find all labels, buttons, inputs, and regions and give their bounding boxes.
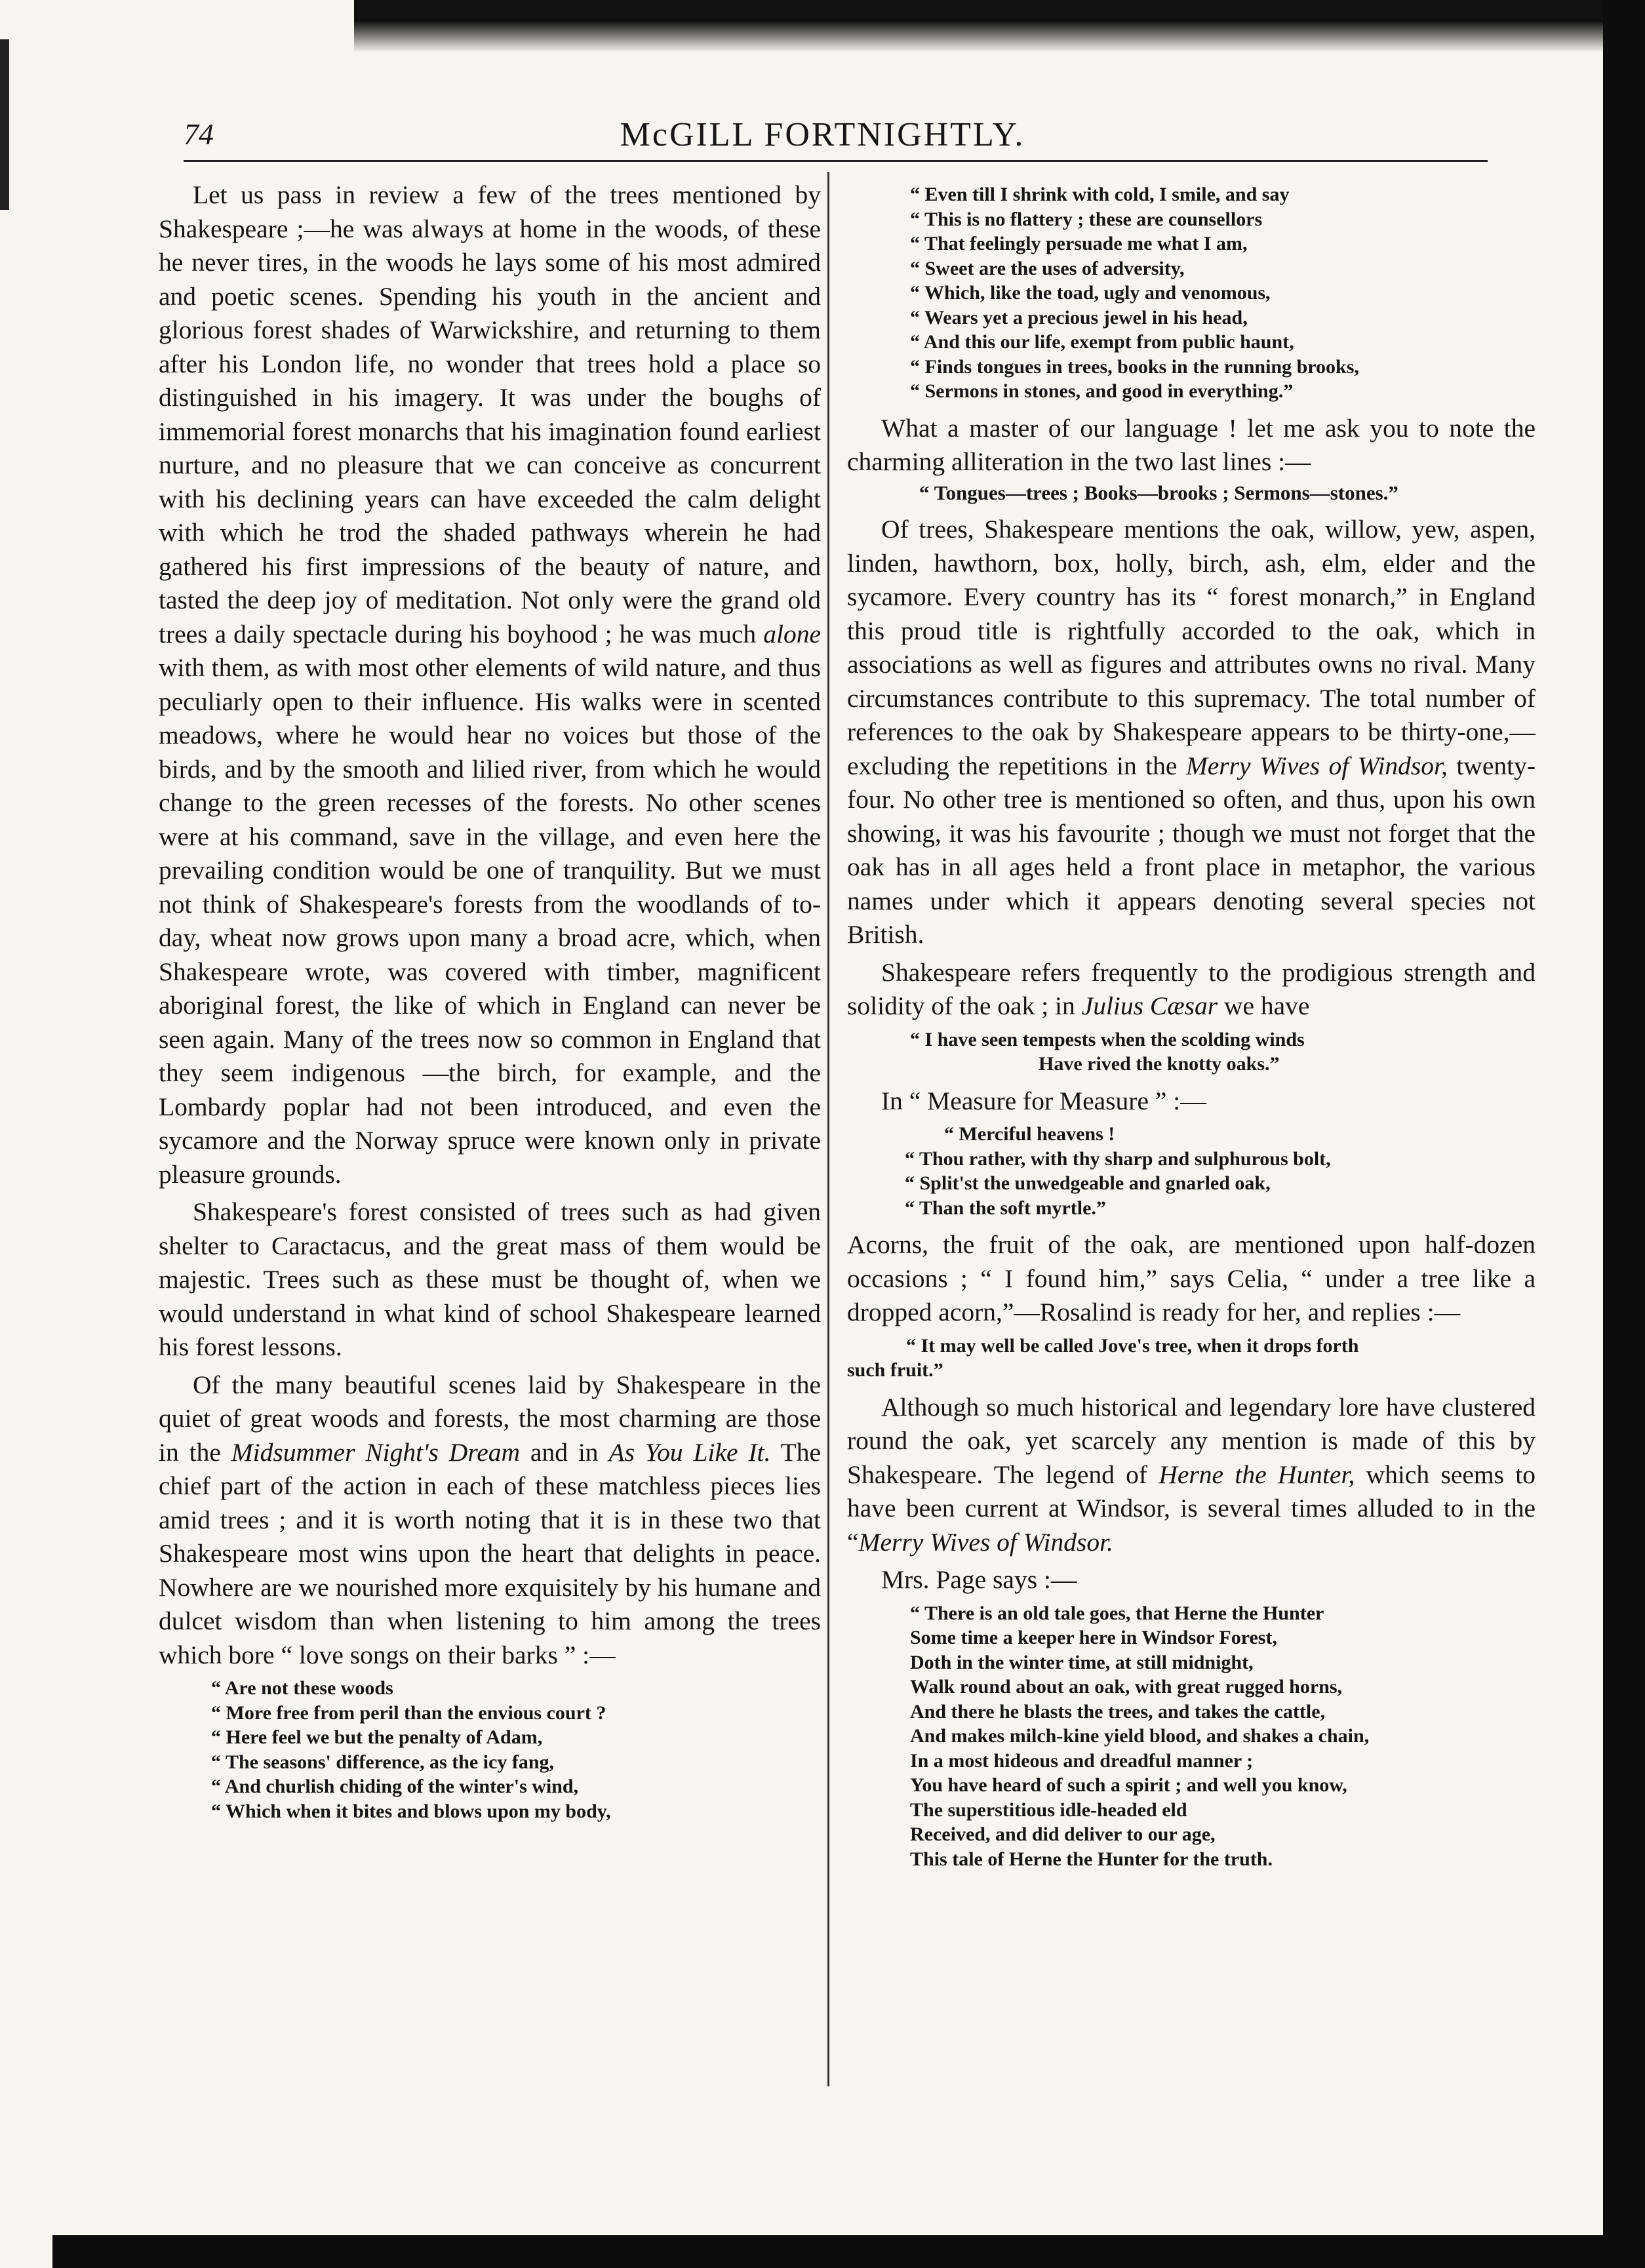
paragraph: Mrs. Page says :—	[881, 1565, 1077, 1594]
verse-line: “ That feelingly persuade me what I am,	[910, 233, 1248, 254]
verse-line: “ This is no flattery ; these are counsellors	[910, 208, 1263, 230]
verse-line: “ Tongues—trees ; Books—brooks ; Sermons—stones.”	[919, 481, 1398, 504]
verse-quote	[847, 1122, 1536, 1220]
page-number: 74	[184, 117, 214, 151]
verse-line: “ There is an old tale goes, that Herne the Hunter	[910, 1602, 1324, 1624]
verse-line: “ Merciful heavens !	[944, 1123, 1115, 1145]
left-column	[159, 178, 821, 1831]
verse-quote	[847, 1027, 1536, 1077]
verse-line: Walk round about an oak, with great rugged horns,	[910, 1676, 1343, 1698]
verse-line: This tale of Herne the Hunter for the truth.	[910, 1848, 1273, 1870]
verse-line: “ Finds tongues in trees, books in the running brooks,	[910, 355, 1359, 378]
verse-line: “ More free from peril than the envious court ?	[211, 1701, 606, 1724]
verse-line: And there he blasts the trees, and takes the cattle,	[910, 1700, 1326, 1722]
paragraph-text: with them, as with most other elements of wild nature, and thus peculiarly open to their influence. His walks were in scented meadows, where he would hear no voices but those of the birds, and by the smooth and lilied river, from which he would change to the green recesses of the forests. No other scenes were at his command, save in the village, and even here the prevailing condition would be one of tranquility. But we must not think of Shakespeare's forests from the woodlands of to-day, wheat now grows upon many a broad acre, which, when Shakespeare wrote, was covered with timber, magnificent aboriginal forest, the like of which in England can never be seen again. Many of the trees now so common in England that they seem indigenous —the birch, for example, and the Lombardy poplar had not been introduced, and even the sycamore and the Norway spruce were known only in private pleasure grounds.	[159, 653, 821, 1189]
verse-line: Received, and did deliver to our age,	[910, 1823, 1216, 1845]
scan-edge-right	[1603, 0, 1645, 2268]
paragraph-text: Although so much historical and legendary lore have clustered round the oak, yet scarcely any mention is made of this by Shakespeare. The legend of	[847, 1392, 1536, 1489]
verse-line: You have heard of such a spirit ; and well you know,	[910, 1774, 1347, 1796]
legend-name: Herne the Hunter,	[1159, 1460, 1355, 1489]
verse-line: Some time a keeper here in Windsor Forest,	[910, 1627, 1277, 1648]
paragraph-text: Shakespeare refers frequently to the prodigious strength and solidity of the oak ; in	[847, 957, 1536, 1020]
verse-line: In a most hideous and dreadful manner ;	[910, 1749, 1254, 1772]
play-title: Midsummer Night's Dream	[231, 1437, 521, 1467]
scan-edge-bottom	[52, 2235, 1603, 2268]
paragraph: Shakespeare's forest consisted of trees such as had given shelter to Caractacus, and the great mass of them would be majestic. Trees such as these must be thought of, when we would understand in what kind of school Shakespeare learned his forest lessons.	[159, 1197, 821, 1361]
verse-line: “ I have seen tempests when the scolding winds	[910, 1028, 1305, 1050]
play-title: Julius Cæsar	[1081, 991, 1218, 1020]
paragraph-text: and in	[530, 1437, 599, 1467]
verse-line: “ It may well be called Jove's tree, when it drops forth	[906, 1334, 1359, 1357]
header-rule	[184, 160, 1488, 162]
verse-line: such fruit.”	[847, 1359, 943, 1381]
verse-line: “ The seasons' difference, as the icy fang,	[211, 1751, 555, 1773]
verse-line: “ Than the soft myrtle.”	[905, 1197, 1106, 1219]
verse-line: “ Are not these woods	[211, 1677, 393, 1699]
verse-line: Doth in the winter time, at still midnight,	[910, 1651, 1254, 1673]
verse-line: And makes milch-kine yield blood, and shakes a chain,	[910, 1725, 1370, 1747]
paragraph-text: Let us pass in review a few of the trees mentioned by Shakespeare ;—he was always at home in the woods, of these he never tires, in the woods he lays some of his most admired and poetic scenes. Spending his youth in the ancient and glorious forest shades of Warwickshire, and returning to them after his London life, no wonder that trees hold a place so distinguished in his imagery. It was under the boughs of immemorial forest monarchs that his imagination found earliest nurture, and no pleasure that we can conceive as concurrent with his declining years can have exceeded the calm delight with which he trod the shaded pathways wherein he had gathered his first impressions of the beauty of nature, and tasted the deep joy of meditation. Not only were the grand old trees a daily spectacle during his boyhood ; he was much	[159, 180, 821, 648]
verse-line: Have rived the knotty oaks.”	[1039, 1053, 1280, 1075]
verse-quote	[847, 182, 1536, 404]
paragraph	[159, 178, 821, 1191]
verse-line: “ And churlish chiding of the winter's wind,	[211, 1776, 579, 1797]
journal-title: McGILL FORTNIGHTLY.	[620, 116, 1025, 153]
right-column	[847, 178, 1536, 1879]
paragraph	[159, 1368, 821, 1673]
paragraph: In “ Measure for Measure ” :—	[881, 1086, 1206, 1115]
verse-quote	[847, 1334, 1536, 1383]
verse-line: “ Sweet are the uses of adversity,	[910, 257, 1185, 279]
paragraph-text: twenty-four. No other tree is mentioned so often, and thus, upon his own showing, it was his favourite ; though we must not forget that the oak has in all ages held a front place in metaphor, the various names under which it appears denoting several species not British.	[847, 751, 1536, 949]
play-title: As You Like It.	[608, 1437, 771, 1467]
verse-quote	[847, 1601, 1536, 1872]
paragraph-text: which seems to have been current at Windsor, is several times alluded to in the “	[847, 1460, 1536, 1557]
paragraph: Acorns, the fruit of the oak, are mentioned upon half-dozen occasions ; “ I found him,” says Celia, “ under a tree like a dropped acorn,”—Rosalind is ready for her, and replies :—	[847, 1230, 1536, 1326]
paragraph-text: Of trees, Shakespeare mentions the oak, willow, yew, aspen, linden, hawthorn, box, holly, birch, ash, elm, elder and the sycamore. Every country has its “ forest monarch,” in England this proud title is rightfully accorded to the oak, which in associations as well as figures and attributes owns no rival. Many circumstances contribute to this supremacy. The total number of references to the oak by Shakespeare appears to be thirty-one,—excluding the repetitions in the	[847, 515, 1536, 780]
emphasis: alone	[763, 619, 821, 648]
paragraph-text: The chief part of the action in each of these matchless pieces lies amid trees ; and it is worth noting that it is in these two that Shakespeare most wins upon the heart that delights in peace. Nowhere are we nourished more exquisitely by his humane and dulcet wisdom than when listening to him among the trees which bore “ love songs on their barks ” :—	[159, 1437, 822, 1669]
verse-quote	[847, 481, 1536, 506]
column-divider	[827, 172, 829, 2086]
paragraph	[847, 956, 1536, 1024]
paragraph-text: Of the many beautiful scenes laid by Shakespeare in the quiet of great woods and forests, the most charming are those in the	[159, 1370, 821, 1467]
verse-line: “ And this our life, exempt from public haunt,	[910, 331, 1294, 353]
verse-line: “ Thou rather, with thy sharp and sulphurous bolt,	[905, 1147, 1331, 1170]
verse-line: The superstitious idle-headed eld	[910, 1799, 1187, 1821]
verse-line: “ Here feel we but the penalty of Adam,	[211, 1726, 543, 1748]
verse-line: “ Which, like the toad, ugly and venomous,	[910, 282, 1271, 304]
verse-quote	[159, 1676, 821, 1823]
paragraph-text: we have	[1223, 991, 1310, 1020]
verse-line: “ Sermons in stones, and good in everything.”	[910, 380, 1294, 402]
verse-line: “ Which when it bites and blows upon my body,	[211, 1800, 611, 1822]
paragraph: What a master of our language ! let me ask you to note the charming alliteration in the two last lines :—	[847, 413, 1536, 476]
scan-edge-top	[354, 0, 1645, 52]
verse-line: “ Wears yet a precious jewel in his head,	[910, 306, 1248, 328]
paragraph	[847, 513, 1536, 952]
verse-line: “ Even till I shrink with cold, I smile, and say	[910, 184, 1290, 205]
verse-line: “ Split'st the unwedgeable and gnarled oak,	[905, 1172, 1271, 1194]
play-title: Merry Wives of Windsor,	[1185, 751, 1448, 780]
paragraph	[847, 1391, 1536, 1560]
play-title: Merry Wives of Windsor.	[858, 1527, 1113, 1557]
